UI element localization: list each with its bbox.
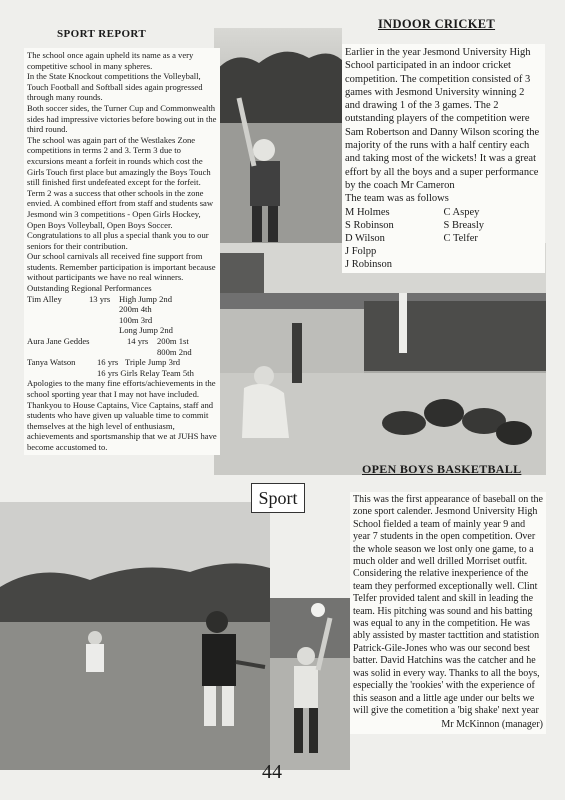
athlete-event: Triple Jump 3rd — [125, 357, 181, 368]
team-member: C Aspey — [443, 206, 480, 218]
sport-report-paragraph: In the State Knockout competitions the Volleyball, Touch Football and Softball sides again progressed through many rounds. — [27, 71, 203, 103]
athlete-event: 100m 3rd — [119, 314, 153, 325]
athlete-event: Long Jump 2nd — [119, 325, 173, 336]
performance-entry — [27, 336, 217, 357]
sport-report-column — [24, 48, 220, 455]
team-member: S Robinson — [345, 219, 394, 231]
indoor-cricket-title: INDOOR CRICKET — [378, 17, 496, 31]
athlete-name: Tim Alley — [27, 293, 62, 304]
sport-report-paragraph: Both soccer sides, the Turner Cup and Commonwealth sides had impressive victories before bowing out in the third round. — [27, 102, 217, 135]
photo-baseball-batter — [0, 502, 270, 770]
basketball-title: OPEN BOYS BASKETBALL — [362, 462, 522, 476]
athlete-event: 16 yrs Girls Relay Team 5th — [97, 367, 194, 378]
team-list — [345, 206, 542, 271]
sport-report-title: SPORT REPORT — [57, 28, 147, 40]
sport-report-paragraph: Our school carnivals all received fine support from students. Remember participation is important because without participants we have no real winners. — [27, 251, 216, 283]
indoor-cricket-column — [342, 44, 545, 273]
sport-report-paragraph: Term 2 was a success that other schools in the zone envied. A combined effort from staff and students saw Jesmond win 3 competitions - Open Girls Hockey, Open Boys Volleyball, Open Boys Soccer. Congratulations to all plus a special thank you to our seniors for their contribution. — [27, 187, 214, 251]
team-member — [444, 245, 543, 258]
basketball-column — [350, 492, 546, 734]
athlete-name: Aura Jane Geddes — [27, 336, 90, 347]
photo-pitcher — [270, 598, 350, 770]
team-member: D Wilson — [345, 232, 385, 244]
performance-entry — [27, 357, 217, 378]
athlete-name: Tanya Watson — [27, 357, 76, 368]
photo-batter-helmet — [214, 28, 342, 243]
athlete-event: 800m 2nd — [157, 346, 192, 357]
athlete-age: 13 yrs — [89, 293, 111, 304]
page-number: 44 — [262, 761, 282, 783]
team-member: M Holmes — [345, 206, 390, 218]
team-member — [444, 258, 543, 271]
basketball-body: This was the first appearance of baseball on the zone sport calender. Jesmond University High School fielded a team of mainly year 9 and year 7 students in the open competition. Over the whole season we lost only one game, to a much older and well drilled Morriset outfit. Considering the relative inexperience of the team they performed exceptionally well. Clint Telfer provided talent and skill in leading the team. His pitching was sound and his batting was equal to any in the competition. He was ably assisted by master tacttition and statistion Patrick-Gile-Jones who was our second best batter. David Hatchins was the catcher and he was solid in every way. Thanks to all the boys, especially the 'rookies' with the experience of this season and a little age under our belts we will give the cometition a 'big shake' next year — [353, 494, 543, 716]
sport-report-closing: Apologies to the many fine efforts/achievements in the school sporting year that I may not have included. Thankyou to House Captains, Vice Captains, staff and students who have given up valuable time to commit themselves at the high level of enthusiasm, achievements and sportsmanship that we at JUHS have become accustomed to. — [27, 378, 217, 452]
team-member: J Folpp — [345, 245, 377, 257]
basketball-signature: Mr McKinnon (manager) — [441, 719, 543, 731]
team-intro: The team was as follows — [345, 193, 449, 205]
sport-label: Sport — [251, 483, 305, 513]
athlete-age: 16 yrs — [97, 357, 119, 368]
sport-report-paragraph: The school was again part of the Westlakes Zone competitions in terms 2 and 3. Term 3 due to excursions meant a forfeit in rounds which cost the Girls Touch first place but amazingly the Boys Touch still finished first undefeated except for the forfeit. — [27, 134, 211, 188]
athlete-event: 200m 1st — [157, 336, 189, 347]
athlete-event: High Jump 2nd — [119, 293, 172, 304]
athlete-event: 200m 4th — [119, 304, 152, 315]
athlete-age: 14 yrs — [127, 336, 149, 347]
sport-report-paragraph: The school once again upheld its name as a very competitive school in many spheres. — [27, 50, 194, 71]
performances-heading: Outstanding Regional Performances — [27, 283, 152, 294]
team-member: S Breasly — [443, 219, 485, 231]
photo-pool-group — [214, 243, 546, 475]
team-member: C Telfer — [443, 232, 478, 244]
performance-entry — [27, 294, 217, 336]
team-member: J Robinson — [345, 258, 392, 270]
indoor-cricket-body: Earlier in the year Jesmond University High School participated in an indoor cricket competition. The competition consisted of 3 games with Jesmond University winning 2 and drawing 1 of the 3 games. The 2 outstanding players of the competition were Sam Robertson and Danny Wilson scoring the majority of the runs with a half centiry each and taking most of the wickets! It was a great effort by all the boys and a super performance by the coach Mr Cameron — [345, 47, 540, 191]
